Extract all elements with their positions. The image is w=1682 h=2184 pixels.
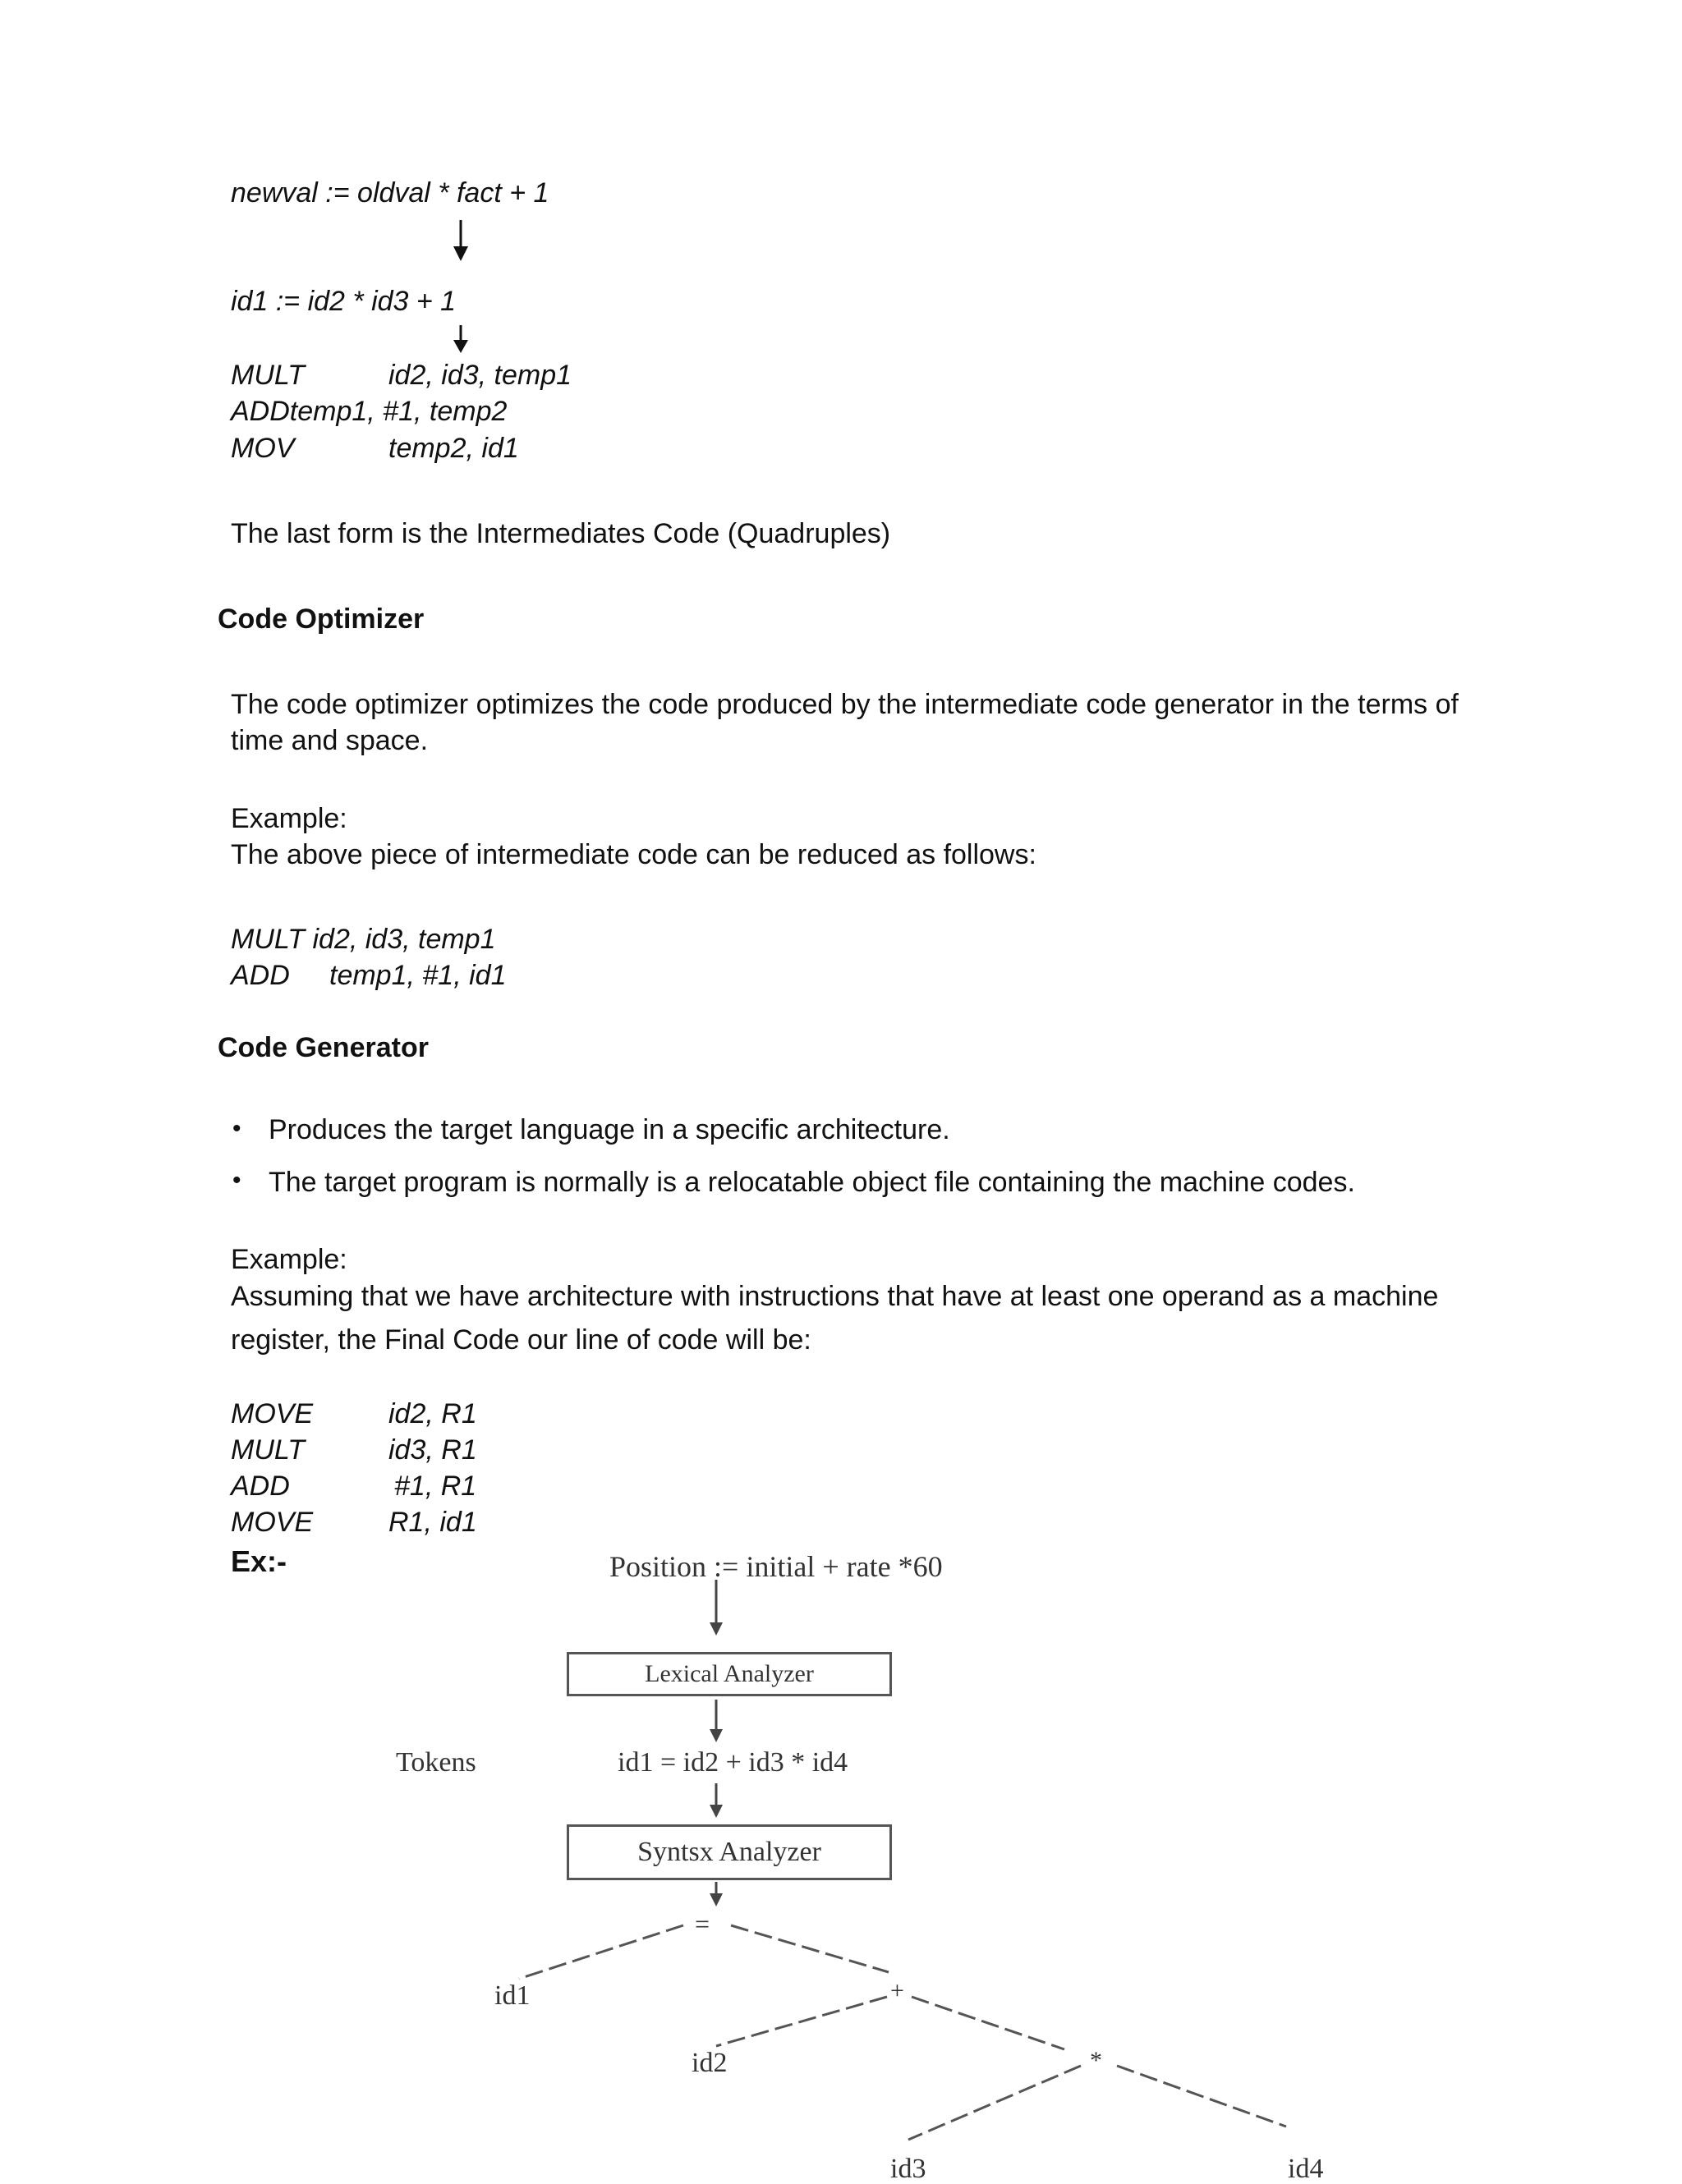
quad-op: MOV bbox=[231, 433, 295, 464]
tree-node-assign: = bbox=[695, 1909, 710, 1939]
down-arrow-1 bbox=[453, 220, 468, 261]
lexical-analyzer-label: Lexical Analyzer bbox=[645, 1660, 814, 1687]
tree-edges bbox=[519, 1925, 1286, 2140]
bullet-dot: • bbox=[232, 1115, 241, 1142]
final-code-op: MULT bbox=[231, 1434, 306, 1466]
syntax-analyzer-label: Syntsx Analyzer bbox=[637, 1837, 821, 1867]
token-statement: id1 := id2 * id3 + 1 bbox=[231, 286, 457, 317]
final-code-args: #1, R1 bbox=[394, 1471, 477, 1502]
optimized-code-line: MULT id2, id3, temp1 bbox=[231, 924, 496, 955]
arrow-parser-to-tree bbox=[710, 1882, 723, 1906]
optimized-code-op: ADD bbox=[231, 960, 290, 991]
bullet-item: Produces the target language in a specific architecture. bbox=[269, 1114, 950, 1145]
arrow-tokens-to-parser bbox=[710, 1783, 723, 1818]
example-text: The above piece of intermediate code can be reduced as follows: bbox=[231, 839, 1036, 870]
arrow-statement-to-lexer bbox=[710, 1580, 723, 1636]
tokens-label: Tokens bbox=[396, 1747, 476, 1778]
figure-statement: Position := initial + rate *60 bbox=[609, 1550, 943, 1583]
optimized-code-args: temp1, #1, id1 bbox=[329, 960, 507, 991]
final-code-op: ADD bbox=[231, 1471, 290, 1502]
tree-node-star: * bbox=[1090, 2047, 1102, 2074]
tree-node-plus: + bbox=[890, 1977, 904, 2004]
ex-label: Ex:- bbox=[231, 1544, 287, 1578]
example-label: Example: bbox=[231, 803, 347, 834]
example-text: Assuming that we have architecture with instructions that have at least one operand as a machine bbox=[231, 1281, 1439, 1312]
quad-op: MULT bbox=[231, 360, 306, 391]
final-code-args: R1, id1 bbox=[388, 1507, 477, 1538]
quad-op: ADDtemp1, #1, temp2 bbox=[231, 396, 508, 427]
final-code-args: id2, R1 bbox=[388, 1398, 477, 1429]
example-text: register, the Final Code our line of code will be: bbox=[231, 1324, 811, 1356]
down-arrow-2 bbox=[453, 325, 468, 353]
final-code-args: id3, R1 bbox=[388, 1434, 477, 1466]
final-code-op: MOVE bbox=[231, 1507, 314, 1538]
source-statement: newval := oldval * fact + 1 bbox=[231, 177, 549, 209]
section-heading-generator: Code Generator bbox=[218, 1032, 429, 1063]
example-label: Example: bbox=[231, 1244, 347, 1275]
optimizer-paragraph-line: time and space. bbox=[231, 725, 429, 756]
quad-args: temp2, id1 bbox=[388, 433, 519, 464]
section-heading-optimizer: Code Optimizer bbox=[218, 603, 425, 635]
final-code-op: MOVE bbox=[231, 1398, 314, 1429]
arrow-lexer-to-tokens bbox=[710, 1700, 723, 1742]
token-stream: id1 = id2 + id3 * id4 bbox=[618, 1747, 848, 1778]
tree-node-id4: id4 bbox=[1288, 2154, 1324, 2184]
tree-node-id2: id2 bbox=[692, 2048, 728, 2078]
tree-node-id1: id1 bbox=[494, 1980, 531, 2011]
optimizer-paragraph-line: The code optimizer optimizes the code produced by the intermediate code generator in the terms of bbox=[231, 689, 1459, 720]
bullet-dot: • bbox=[232, 1167, 241, 1194]
bullet-item: The target program is normally is a relocatable object file containing the machine codes. bbox=[269, 1167, 1355, 1198]
tree-node-id3: id3 bbox=[890, 2154, 926, 2184]
quad-args: id2, id3, temp1 bbox=[388, 360, 572, 391]
quadruples-note: The last form is the Intermediates Code (Quadruples) bbox=[231, 518, 891, 549]
